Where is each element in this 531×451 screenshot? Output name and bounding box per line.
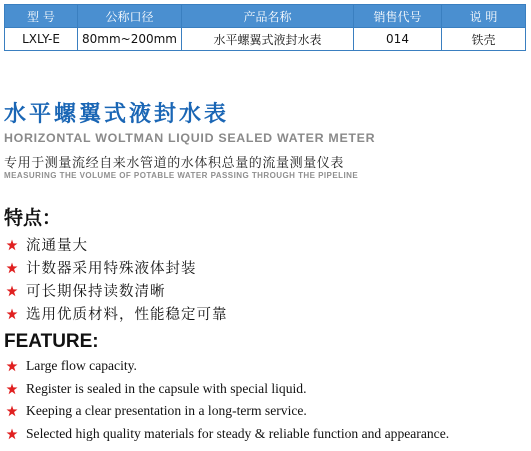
- header-cell-description: 说 明: [442, 5, 526, 28]
- list-item: [6, 378, 449, 401]
- feature-cn-text: 可长期保持读数清晰: [26, 284, 166, 300]
- cell-description: 铁壳: [442, 28, 526, 51]
- product-title-cn: 水平螺翼式液封水表: [4, 102, 230, 127]
- list-item: [6, 355, 449, 378]
- spec-table-row: [5, 28, 526, 51]
- cell-sales-code: 014: [354, 28, 442, 51]
- red-star-bullet-icon: [6, 262, 24, 274]
- feature-en-text: Register is sealed in the capsule with special liquid.: [26, 380, 307, 396]
- red-star-bullet-icon: [6, 360, 24, 372]
- product-description-cn: 专用于测量流经自来水管道的水体积总量的流量测量仪表: [4, 156, 345, 171]
- red-star-bullet-icon: [6, 405, 24, 417]
- header-cell-model: 型 号: [5, 5, 78, 28]
- list-item: [6, 233, 228, 256]
- list-item: [6, 302, 228, 325]
- feature-cn-text: 计数器采用特殊液体封装: [26, 261, 197, 277]
- spec-table: [4, 4, 526, 51]
- list-item: [6, 423, 449, 446]
- red-star-bullet-icon: [6, 239, 24, 251]
- features-cn-list: [6, 233, 228, 325]
- red-star-bullet-icon: [6, 428, 24, 440]
- product-description-en: MEASURING THE VOLUME OF POTABLE WATER PASSING THROUGH THE PIPELINE: [4, 171, 359, 180]
- product-title-en: HORIZONTAL WOLTMAN LIQUID SEALED WATER METER: [4, 131, 376, 145]
- red-star-bullet-icon: [6, 308, 24, 320]
- list-item: [6, 256, 228, 279]
- features-en-heading: FEATURE:: [4, 331, 99, 352]
- header-cell-diameter: 公称口径: [78, 5, 182, 28]
- header-cell-product-name: 产品名称: [182, 5, 354, 28]
- feature-en-text: Selected high quality materials for steady & reliable function and appearance.: [26, 425, 450, 441]
- feature-cn-text: 选用优质材料，性能稳定可靠: [26, 307, 228, 323]
- features-cn-heading: 特点：: [4, 207, 62, 229]
- header-cell-sales-code: 销售代号: [354, 5, 442, 28]
- cell-product-name: 水平螺翼式液封水表: [182, 28, 354, 51]
- feature-cn-text: 流通量大: [26, 238, 88, 254]
- list-item: [6, 279, 228, 302]
- cell-model: LXLY-E: [5, 28, 78, 51]
- features-en-list: [6, 355, 449, 445]
- feature-en-text: Large flow capacity.: [26, 358, 137, 374]
- cell-diameter: 80mm~200mm: [78, 28, 182, 51]
- red-star-bullet-icon: [6, 285, 24, 297]
- list-item: [6, 400, 449, 423]
- spec-table-header-row: [5, 5, 526, 28]
- red-star-bullet-icon: [6, 383, 24, 395]
- feature-en-text: Keeping a clear presentation in a long-term service.: [26, 403, 307, 419]
